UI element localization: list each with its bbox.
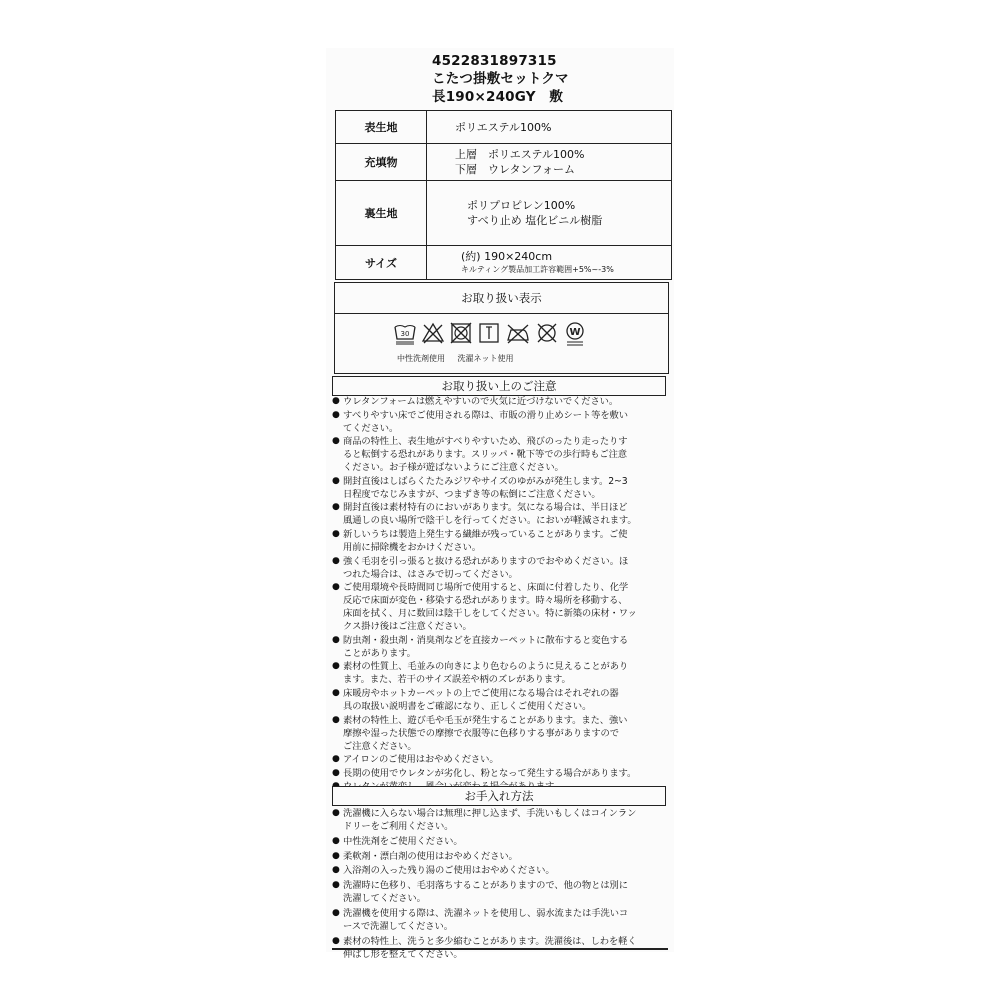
bullet-icon: ● xyxy=(332,436,340,447)
list-item xyxy=(332,879,667,905)
list-item-text: 中性洗剤をご使用ください。 xyxy=(343,835,463,847)
maintenance-list xyxy=(332,807,667,963)
list-item-text: ご注意ください。 xyxy=(343,740,417,752)
list-item-text: 風通しの良い場所で陰干しを行ってください。においが軽減されます。 xyxy=(343,515,637,527)
no-bleach-icon xyxy=(421,321,445,345)
spec-value xyxy=(427,246,672,280)
bullet-icon: ● xyxy=(332,835,340,846)
list-item-text: ください。お子様が遊ばないようにご注意ください。 xyxy=(343,462,564,474)
spec-key: 充填物 xyxy=(336,144,427,181)
line-dry-icon xyxy=(477,321,501,345)
spec-value xyxy=(427,144,672,181)
bottom-rule xyxy=(332,948,668,950)
wash-temperature: 30 xyxy=(400,330,410,338)
care-note: 中性洗剤使用 xyxy=(397,354,445,363)
bullet-icon: ● xyxy=(332,661,340,672)
wash-30-gentle-icon xyxy=(393,321,417,345)
list-item-text: 長期の使用でウレタンが劣化し、粉となって発生する場合があります。 xyxy=(343,767,637,779)
care-note: 洗濯ネット使用 xyxy=(457,354,514,363)
maintenance-title: お手入れ方法 xyxy=(332,786,666,806)
bullet-icon: ● xyxy=(332,714,340,725)
care-notes xyxy=(397,353,514,364)
list-item-text: 素材の特性上、遊び毛や毛玉が発生することがあります。また、強い xyxy=(343,714,628,726)
list-item-text: 柔軟剤・漂白剤の使用はおやめください。 xyxy=(343,850,518,862)
list-item-text: 新しいうちは製造上発生する繊維が残っていることがあります。ご使 xyxy=(343,528,628,540)
list-item-text: 洗濯機を使用する際は、洗濯ネットを使用し、弱水流または手洗いコ xyxy=(343,907,629,919)
spec-row xyxy=(336,246,672,280)
list-item xyxy=(332,634,667,660)
bullet-icon: ● xyxy=(332,767,340,778)
list-item-text: ースで洗濯してください。 xyxy=(343,920,453,932)
list-item xyxy=(332,767,667,780)
list-item xyxy=(332,501,667,527)
bullet-icon: ● xyxy=(332,907,340,918)
care-label-box xyxy=(334,282,669,374)
wet-clean-letter: W xyxy=(569,327,581,338)
list-item-text: 摩擦や湿った状態での摩擦で衣服等に色移りする事がありますので xyxy=(343,727,619,739)
list-item-text: 日程度でなじみますが、つまずき等の転倒にご注意ください。 xyxy=(343,488,601,500)
spec-value xyxy=(427,111,672,144)
list-item-text: 素材の性質上、毛並みの向きにより色むらのように見えることがあり xyxy=(343,661,629,673)
list-item-text: 商品の特性上、表生地がすべりやすいため、飛びのったり走ったりす xyxy=(343,436,628,448)
spec-value-line: 下層 ウレタンフォーム xyxy=(455,163,576,176)
list-item xyxy=(332,581,667,633)
list-item xyxy=(332,907,667,933)
list-item-text: 開封直後はしばらくたたみジワやサイズのゆがみが発生します。2~3 xyxy=(343,475,628,487)
product-label xyxy=(326,48,674,960)
list-item-text: つれた場合は、はさみで切ってください。 xyxy=(343,568,518,580)
bullet-icon: ● xyxy=(332,687,340,698)
bullet-icon: ● xyxy=(332,409,340,420)
care-label-title: お取り扱い表示 xyxy=(335,283,668,314)
bullet-icon: ● xyxy=(332,502,340,513)
list-item xyxy=(332,864,667,877)
list-item-text: てください。 xyxy=(343,422,399,434)
list-item-text: 強く毛羽を引っ張ると抜ける恐れがありますのでおやめください。ほ xyxy=(343,555,629,567)
list-item-text: ると転倒する恐れがあります。スリッパ・靴下等での歩行時もご注意 xyxy=(343,449,627,461)
bullet-icon: ● xyxy=(332,555,340,566)
list-item-text: 開封直後は素材特有のにおいがあります。気になる場合は、半日ほど xyxy=(343,502,628,514)
list-item-text: 洗濯機に入らない場合は無理に押し込まず、手洗いもしくはコインラン xyxy=(343,808,637,819)
label-header xyxy=(432,52,672,106)
bullet-icon: ● xyxy=(332,475,340,486)
wet-clean-icon xyxy=(563,321,587,347)
list-item xyxy=(332,475,667,501)
bullet-icon: ● xyxy=(332,935,340,946)
cautions-title: お取り扱い上のご注意 xyxy=(332,376,666,396)
spec-key: 表生地 xyxy=(336,111,427,144)
list-item xyxy=(332,660,667,686)
spec-value xyxy=(427,181,672,246)
bullet-icon: ● xyxy=(332,865,340,876)
list-item xyxy=(332,753,667,766)
list-item-text: 伸ばし形を整えてください。 xyxy=(343,948,463,960)
list-item xyxy=(332,687,667,713)
jan-code: 4522831897315 xyxy=(432,53,557,69)
no-dry-clean-icon xyxy=(535,321,559,345)
spec-row xyxy=(336,181,672,246)
list-item-text: 床面を拭く、月に数回は陰干しをしてください。特に新築の床材・ワッ xyxy=(343,608,637,620)
bullet-icon: ● xyxy=(332,528,340,539)
bullet-icon: ● xyxy=(332,582,340,593)
list-item-text: 洗濯時に色移り、毛羽落ちすることがありますので、他の物とは別に xyxy=(343,880,628,892)
no-iron-icon xyxy=(505,321,531,345)
spec-row xyxy=(336,144,672,181)
tolerance-note: キルティング製品加工許容範囲+5%~-3% xyxy=(461,265,614,274)
list-item-text: 床暖房やホットカーペットの上でご使用になる場合はそれぞれの器 xyxy=(343,687,619,699)
no-tumble-dry-icon xyxy=(449,321,473,345)
list-item-text: ことがあります。 xyxy=(343,647,416,659)
product-size-line: 長190×240GY 敷 xyxy=(432,89,564,105)
product-name: こたつ掛敷セットクマ xyxy=(432,71,569,87)
list-item-text: 素材の特性上、洗うと多少縮むことがあります。洗濯後は、しわを軽く xyxy=(343,935,637,947)
spec-key: サイズ xyxy=(336,246,427,280)
spec-value-line: すべり止め 塩化ビニル樹脂 xyxy=(467,214,603,227)
list-item xyxy=(332,528,667,554)
spec-row xyxy=(336,111,672,144)
spec-value-line: 上層 ポリエステル100% xyxy=(455,148,585,161)
list-item xyxy=(332,409,667,435)
spec-value-line: (約) 190×240cm xyxy=(461,250,553,263)
list-item xyxy=(332,435,667,474)
list-item-text: 防虫剤・殺虫剤・消臭剤などを直接カーペットに散布すると変色する xyxy=(343,634,629,646)
list-item-text: ドリーをご利用ください。 xyxy=(343,821,454,832)
list-item xyxy=(332,807,667,833)
spec-key: 裏生地 xyxy=(336,181,427,246)
list-item xyxy=(332,714,667,753)
list-item-text: 入浴剤の入った残り湯のご使用はおやめください。 xyxy=(343,865,555,877)
care-symbols xyxy=(393,321,587,347)
list-item-text: クス掛け後はご注意ください。 xyxy=(343,621,472,633)
bullet-icon: ● xyxy=(332,396,340,406)
list-item-text: ウレタンフォームは燃えやすいので火気に近づけないでください。 xyxy=(343,396,619,407)
bullet-icon: ● xyxy=(332,754,340,765)
spec-value-line: ポリプロピレン100% xyxy=(467,199,576,212)
list-item-text: ご使用環境や長時間同じ場所で使用すると、床面に付着したり、化学 xyxy=(343,582,629,594)
list-item xyxy=(332,555,667,581)
list-item-text: ます。また、若干のサイズ誤差や柄のズレがあります。 xyxy=(343,674,571,686)
cautions-list xyxy=(332,395,667,794)
list-item-text: 具の取扱い説明書をご確認になり、正しくご使用ください。 xyxy=(343,700,592,712)
bullet-icon: ● xyxy=(332,880,340,891)
list-item-text: 用前に掃除機をおかけください。 xyxy=(343,541,481,553)
bullet-icon: ● xyxy=(332,634,340,645)
list-item xyxy=(332,835,667,848)
bullet-icon: ● xyxy=(332,850,340,861)
list-item-text: 洗濯してください。 xyxy=(343,893,426,905)
list-item xyxy=(332,850,667,863)
list-item-text: すべりやすい床でご使用される際は、市販の滑り止めシート等を敷い xyxy=(343,409,628,421)
bullet-icon: ● xyxy=(332,808,340,818)
material-spec-table xyxy=(335,110,672,280)
list-item-text: アイロンのご使用はおやめください。 xyxy=(343,754,499,766)
list-item-text: 反応で床面が変色・移染する恐れがあります。時々場所を移動する、 xyxy=(343,595,628,607)
list-item xyxy=(332,395,667,408)
spec-value-line: ポリエステル100% xyxy=(455,120,552,134)
